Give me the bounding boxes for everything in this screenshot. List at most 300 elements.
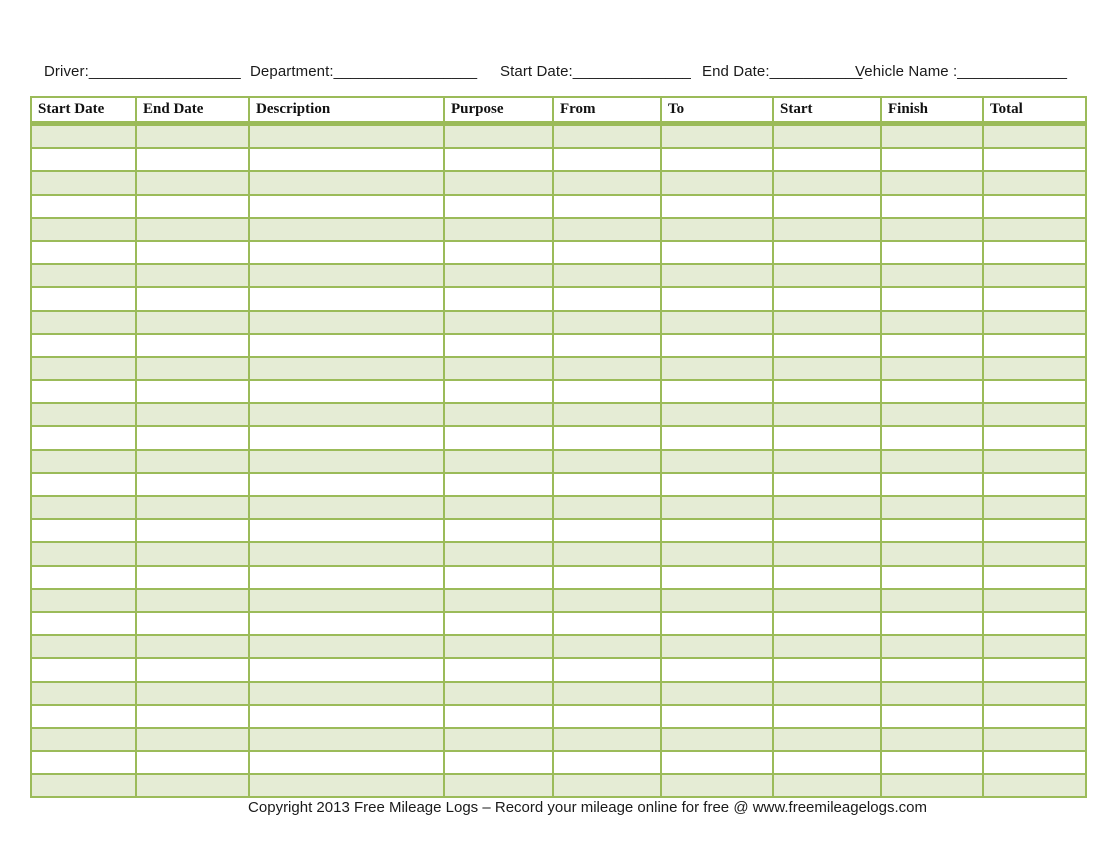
table-cell	[444, 124, 553, 149]
table-cell	[773, 519, 881, 542]
table-cell	[881, 334, 983, 357]
table-cell	[881, 450, 983, 473]
table-cell	[983, 403, 1086, 426]
column-header-from: From	[553, 97, 661, 124]
table-cell	[31, 241, 136, 264]
table-cell	[773, 380, 881, 403]
table-cell	[553, 218, 661, 241]
table-cell	[661, 589, 773, 612]
table-cell	[553, 542, 661, 565]
table-row	[31, 774, 1086, 797]
table-cell	[31, 519, 136, 542]
table-cell	[31, 311, 136, 334]
table-cell	[773, 334, 881, 357]
table-cell	[553, 171, 661, 194]
table-cell	[444, 542, 553, 565]
table-row	[31, 264, 1086, 287]
table-cell	[983, 635, 1086, 658]
table-cell	[553, 682, 661, 705]
table-row	[31, 566, 1086, 589]
table-cell	[136, 589, 249, 612]
table-cell	[444, 426, 553, 449]
table-cell	[136, 426, 249, 449]
table-cell	[553, 728, 661, 751]
column-header-start-date: Start Date	[31, 97, 136, 124]
table-cell	[773, 241, 881, 264]
table-cell	[661, 705, 773, 728]
table-row	[31, 682, 1086, 705]
table-cell	[31, 171, 136, 194]
table-cell	[444, 751, 553, 774]
table-row	[31, 519, 1086, 542]
table-cell	[136, 287, 249, 310]
table-cell	[983, 450, 1086, 473]
table-cell	[773, 658, 881, 681]
table-cell	[444, 612, 553, 635]
table-cell	[553, 124, 661, 149]
table-cell	[444, 728, 553, 751]
table-cell	[136, 682, 249, 705]
table-cell	[773, 450, 881, 473]
table-cell	[553, 148, 661, 171]
table-cell	[661, 334, 773, 357]
table-cell	[983, 658, 1086, 681]
column-header-to: To	[661, 97, 773, 124]
table-row	[31, 218, 1086, 241]
table-cell	[136, 218, 249, 241]
table-cell	[553, 287, 661, 310]
table-cell	[661, 426, 773, 449]
table-cell	[444, 658, 553, 681]
table-cell	[773, 612, 881, 635]
table-cell	[136, 496, 249, 519]
table-cell	[661, 380, 773, 403]
column-header-start: Start	[773, 97, 881, 124]
table-cell	[881, 403, 983, 426]
table-cell	[661, 403, 773, 426]
table-cell	[773, 774, 881, 797]
table-cell	[773, 171, 881, 194]
table-cell	[983, 334, 1086, 357]
table-cell	[444, 496, 553, 519]
table-cell	[773, 473, 881, 496]
table-cell	[249, 171, 444, 194]
table-cell	[31, 635, 136, 658]
table-cell	[31, 728, 136, 751]
table-cell	[31, 403, 136, 426]
table-cell	[249, 124, 444, 149]
table-row	[31, 287, 1086, 310]
table-cell	[881, 218, 983, 241]
table-cell	[31, 426, 136, 449]
table-cell	[31, 124, 136, 149]
table-cell	[444, 519, 553, 542]
table-cell	[136, 612, 249, 635]
column-header-description: Description	[249, 97, 444, 124]
table-cell	[881, 148, 983, 171]
table-cell	[553, 774, 661, 797]
table-cell	[553, 473, 661, 496]
table-cell	[983, 426, 1086, 449]
table-cell	[983, 774, 1086, 797]
table-cell	[881, 473, 983, 496]
table-cell	[881, 682, 983, 705]
table-cell	[773, 148, 881, 171]
table-cell	[553, 566, 661, 589]
table-cell	[983, 705, 1086, 728]
table-cell	[983, 195, 1086, 218]
copyright-text: Copyright 2013 Free Mileage Logs – Record your mileage online for free @ www.freemileagelogs.com	[248, 799, 927, 816]
table-cell	[553, 403, 661, 426]
table-cell	[136, 519, 249, 542]
table-row	[31, 403, 1086, 426]
vehicle-name-field: Vehicle Name :_____________	[855, 63, 1068, 80]
table-row	[31, 728, 1086, 751]
table-cell	[249, 264, 444, 287]
table-cell	[661, 612, 773, 635]
table-cell	[773, 426, 881, 449]
table-cell	[661, 195, 773, 218]
table-cell	[553, 450, 661, 473]
table-cell	[553, 635, 661, 658]
table-cell	[444, 218, 553, 241]
table-cell	[983, 473, 1086, 496]
table-cell	[31, 612, 136, 635]
table-row	[31, 148, 1086, 171]
table-cell	[31, 473, 136, 496]
table-cell	[31, 195, 136, 218]
table-cell	[661, 450, 773, 473]
table-cell	[661, 218, 773, 241]
table-cell	[881, 751, 983, 774]
table-cell	[661, 751, 773, 774]
table-cell	[249, 774, 444, 797]
table-cell	[881, 658, 983, 681]
table-cell	[31, 658, 136, 681]
table-cell	[249, 496, 444, 519]
table-cell	[881, 287, 983, 310]
table-cell	[553, 380, 661, 403]
table-row	[31, 705, 1086, 728]
table-cell	[249, 566, 444, 589]
table-cell	[881, 264, 983, 287]
table-cell	[881, 496, 983, 519]
table-cell	[661, 357, 773, 380]
table-row	[31, 473, 1086, 496]
table-cell	[444, 566, 553, 589]
table-cell	[881, 589, 983, 612]
table-cell	[661, 566, 773, 589]
table-cell	[136, 148, 249, 171]
table-cell	[983, 287, 1086, 310]
table-cell	[136, 450, 249, 473]
department-field: Department:_________________	[250, 63, 478, 80]
table-cell	[249, 195, 444, 218]
table-cell	[983, 148, 1086, 171]
table-cell	[881, 357, 983, 380]
table-cell	[773, 218, 881, 241]
table-cell	[983, 496, 1086, 519]
table-cell	[136, 124, 249, 149]
table-cell	[661, 542, 773, 565]
table-cell	[444, 357, 553, 380]
table-cell	[773, 195, 881, 218]
table-cell	[31, 705, 136, 728]
table-cell	[983, 171, 1086, 194]
table-cell	[249, 426, 444, 449]
table-cell	[444, 195, 553, 218]
table-cell	[773, 635, 881, 658]
table-cell	[553, 751, 661, 774]
table-row	[31, 426, 1086, 449]
table-cell	[773, 682, 881, 705]
table-cell	[444, 334, 553, 357]
table-cell	[773, 566, 881, 589]
header-fields	[0, 63, 1100, 83]
table-cell	[983, 311, 1086, 334]
table-cell	[983, 241, 1086, 264]
table-cell	[444, 635, 553, 658]
table-cell	[983, 682, 1086, 705]
table-cell	[136, 195, 249, 218]
table-cell	[31, 148, 136, 171]
mileage-table	[30, 96, 1087, 798]
table-cell	[983, 218, 1086, 241]
table-cell	[881, 426, 983, 449]
table-cell	[249, 311, 444, 334]
start-date-field: Start Date:______________	[500, 63, 691, 80]
table-cell	[983, 264, 1086, 287]
table-cell	[444, 705, 553, 728]
table-cell	[661, 241, 773, 264]
table-cell	[773, 496, 881, 519]
table-cell	[553, 311, 661, 334]
table-cell	[553, 612, 661, 635]
table-cell	[881, 311, 983, 334]
table-cell	[444, 774, 553, 797]
table-cell	[31, 287, 136, 310]
table-row	[31, 751, 1086, 774]
column-header-end-date: End Date	[136, 97, 249, 124]
table-cell	[31, 218, 136, 241]
table-cell	[881, 612, 983, 635]
table-cell	[31, 264, 136, 287]
table-cell	[553, 519, 661, 542]
table-cell	[31, 334, 136, 357]
table-cell	[31, 682, 136, 705]
table-cell	[983, 542, 1086, 565]
table-cell	[31, 751, 136, 774]
table-cell	[444, 450, 553, 473]
table-row	[31, 241, 1086, 264]
table-cell	[249, 473, 444, 496]
table-row	[31, 496, 1086, 519]
table-row	[31, 124, 1086, 149]
table-cell	[983, 566, 1086, 589]
table-cell	[881, 566, 983, 589]
table-cell	[249, 658, 444, 681]
table-row	[31, 635, 1086, 658]
table-cell	[31, 380, 136, 403]
table-row	[31, 357, 1086, 380]
table-cell	[31, 774, 136, 797]
end-date-field: End Date:___________	[702, 63, 863, 80]
table-cell	[444, 264, 553, 287]
table-cell	[444, 171, 553, 194]
table-cell	[881, 171, 983, 194]
column-header-purpose: Purpose	[444, 97, 553, 124]
table-cell	[983, 589, 1086, 612]
table-cell	[249, 218, 444, 241]
table-cell	[661, 682, 773, 705]
table-cell	[881, 519, 983, 542]
table-cell	[444, 148, 553, 171]
table-cell	[773, 311, 881, 334]
table-cell	[773, 264, 881, 287]
table-cell	[881, 380, 983, 403]
table-cell	[249, 403, 444, 426]
table-cell	[249, 334, 444, 357]
table-cell	[661, 311, 773, 334]
table-cell	[31, 496, 136, 519]
table-cell	[773, 287, 881, 310]
table-header-row	[31, 97, 1086, 124]
table-cell	[773, 357, 881, 380]
table-body	[31, 124, 1086, 798]
table-cell	[136, 635, 249, 658]
table-cell	[773, 589, 881, 612]
table-row	[31, 542, 1086, 565]
table-cell	[444, 473, 553, 496]
table-cell	[136, 171, 249, 194]
table-cell	[881, 542, 983, 565]
table-cell	[881, 195, 983, 218]
table-cell	[881, 728, 983, 751]
table-cell	[444, 403, 553, 426]
table-cell	[661, 496, 773, 519]
table-cell	[983, 357, 1086, 380]
table-cell	[553, 264, 661, 287]
table-cell	[249, 635, 444, 658]
table-row	[31, 311, 1086, 334]
table-cell	[444, 241, 553, 264]
table-cell	[444, 589, 553, 612]
table-cell	[136, 380, 249, 403]
table-cell	[249, 241, 444, 264]
table-cell	[983, 612, 1086, 635]
table-cell	[136, 403, 249, 426]
table-cell	[881, 774, 983, 797]
table-cell	[31, 566, 136, 589]
table-cell	[773, 124, 881, 149]
table-cell	[444, 287, 553, 310]
table-cell	[773, 751, 881, 774]
table-cell	[249, 751, 444, 774]
column-header-finish: Finish	[881, 97, 983, 124]
table-cell	[249, 287, 444, 310]
table-cell	[661, 658, 773, 681]
table-cell	[661, 473, 773, 496]
table-cell	[444, 682, 553, 705]
table-cell	[136, 774, 249, 797]
table-row	[31, 450, 1086, 473]
table-cell	[136, 728, 249, 751]
table-cell	[983, 728, 1086, 751]
table-cell	[553, 705, 661, 728]
table-cell	[136, 311, 249, 334]
table-cell	[661, 264, 773, 287]
table-cell	[136, 658, 249, 681]
table-cell	[553, 496, 661, 519]
table-cell	[661, 774, 773, 797]
table-cell	[136, 751, 249, 774]
table-cell	[661, 635, 773, 658]
table-cell	[553, 241, 661, 264]
table-cell	[553, 195, 661, 218]
table-cell	[881, 705, 983, 728]
table-cell	[249, 589, 444, 612]
table-cell	[249, 705, 444, 728]
table-cell	[136, 264, 249, 287]
table-cell	[661, 171, 773, 194]
table-cell	[249, 542, 444, 565]
table-cell	[773, 403, 881, 426]
table-cell	[249, 148, 444, 171]
table-cell	[773, 705, 881, 728]
table-row	[31, 171, 1086, 194]
table-cell	[661, 124, 773, 149]
table-row	[31, 334, 1086, 357]
table-cell	[31, 450, 136, 473]
table-cell	[553, 426, 661, 449]
table-cell	[249, 450, 444, 473]
table-cell	[444, 311, 553, 334]
table-cell	[136, 542, 249, 565]
table-row	[31, 658, 1086, 681]
table-cell	[553, 589, 661, 612]
table-cell	[136, 473, 249, 496]
table-cell	[136, 334, 249, 357]
table-cell	[773, 728, 881, 751]
table-row	[31, 380, 1086, 403]
table-cell	[444, 380, 553, 403]
table-cell	[553, 334, 661, 357]
table-cell	[983, 519, 1086, 542]
table-cell	[661, 287, 773, 310]
table-cell	[249, 612, 444, 635]
table-cell	[249, 380, 444, 403]
table-cell	[31, 357, 136, 380]
table-cell	[31, 589, 136, 612]
table-cell	[983, 751, 1086, 774]
table-cell	[773, 542, 881, 565]
table-cell	[249, 682, 444, 705]
table-row	[31, 612, 1086, 635]
table-cell	[881, 635, 983, 658]
table-cell	[31, 542, 136, 565]
table-cell	[983, 380, 1086, 403]
table-cell	[983, 124, 1086, 149]
table-cell	[553, 357, 661, 380]
table-cell	[136, 241, 249, 264]
driver-field: Driver:__________________	[44, 63, 241, 80]
table-cell	[249, 728, 444, 751]
table-cell	[249, 357, 444, 380]
table-row	[31, 195, 1086, 218]
table-cell	[881, 124, 983, 149]
table-cell	[249, 519, 444, 542]
table-cell	[136, 566, 249, 589]
